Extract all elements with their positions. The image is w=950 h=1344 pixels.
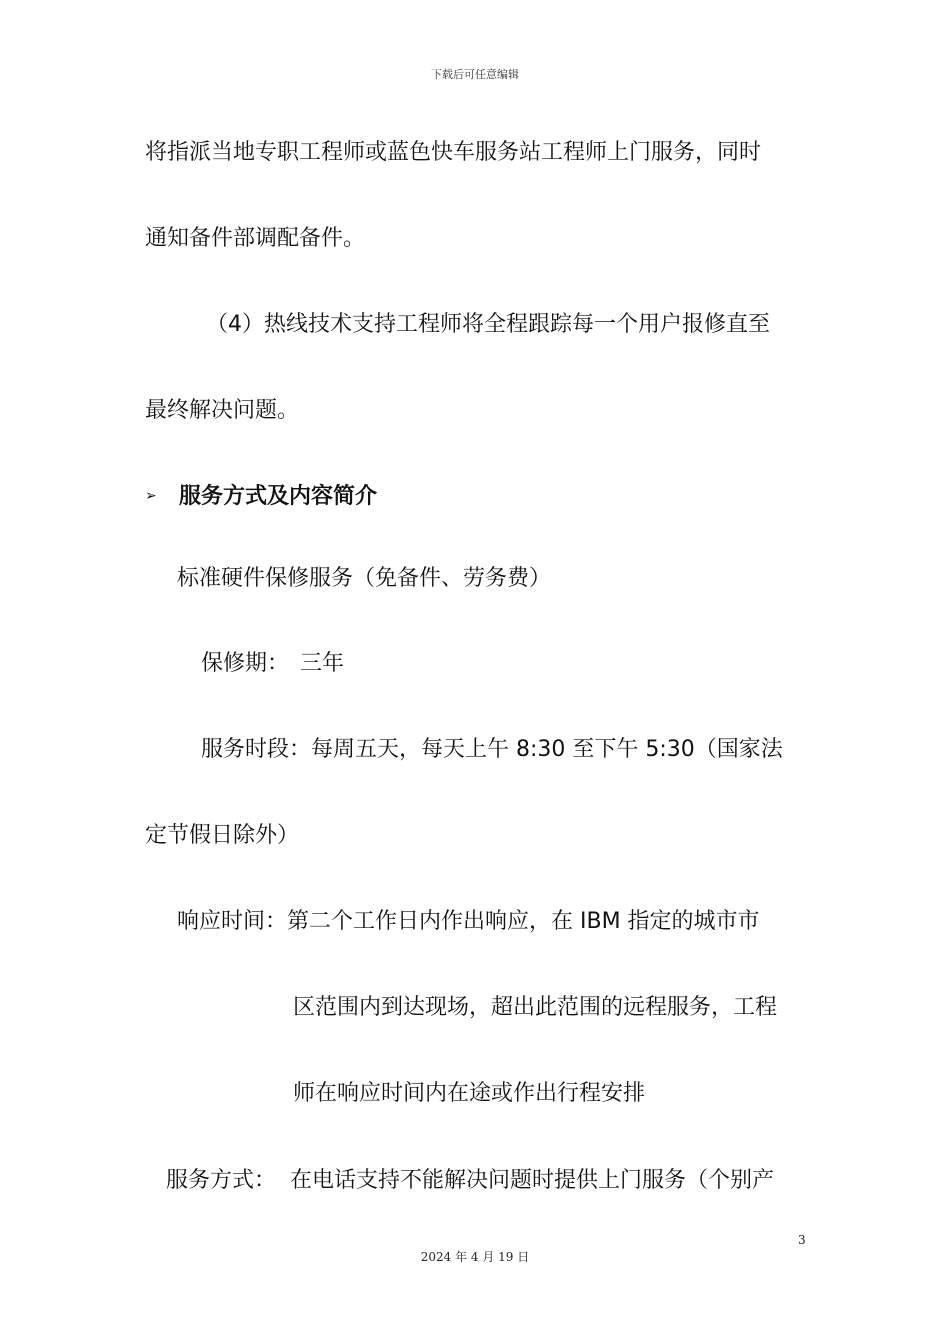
footer-date: 2024 年 4 月 19 日	[420, 1250, 530, 1264]
section-heading-text: 服务方式及内容简介	[179, 484, 378, 509]
arrow-bullet-icon: ➢	[145, 488, 157, 504]
section-heading	[145, 481, 377, 512]
body-line: 响应时间：第二个工作日内作出响应，在 IBM 指定的城市市	[177, 909, 760, 934]
body-line: 标准硬件保修服务（免备件、劳务费）	[177, 566, 552, 591]
body-line: （4）热线技术支持工程师将全程跟踪每一个用户报修直至	[206, 312, 770, 337]
body-line: 服务时段：每周五天，每天上午 8:30 至下午 5:30（国家法	[201, 737, 783, 762]
body-line: 师在响应时间内在途或作出行程安排	[293, 1081, 646, 1106]
page-number: 3	[798, 1233, 806, 1247]
body-line: 将指派当地专职工程师或蓝色快车服务站工程师上门服务，同时	[145, 140, 762, 165]
body-line: 服务方式： 在电话支持不能解决问题时提供上门服务（个别产	[166, 1168, 774, 1193]
body-line: 区范围内到达现场，超出此范围的远程服务，工程	[293, 995, 778, 1020]
body-line: 保修期： 三年	[201, 651, 345, 676]
page-header: 下载后可任意编辑	[431, 68, 519, 81]
body-line: 最终解决问题。	[145, 398, 300, 423]
body-line: 通知备件部调配备件。	[145, 226, 366, 251]
body-line: 定节假日除外）	[145, 823, 300, 848]
